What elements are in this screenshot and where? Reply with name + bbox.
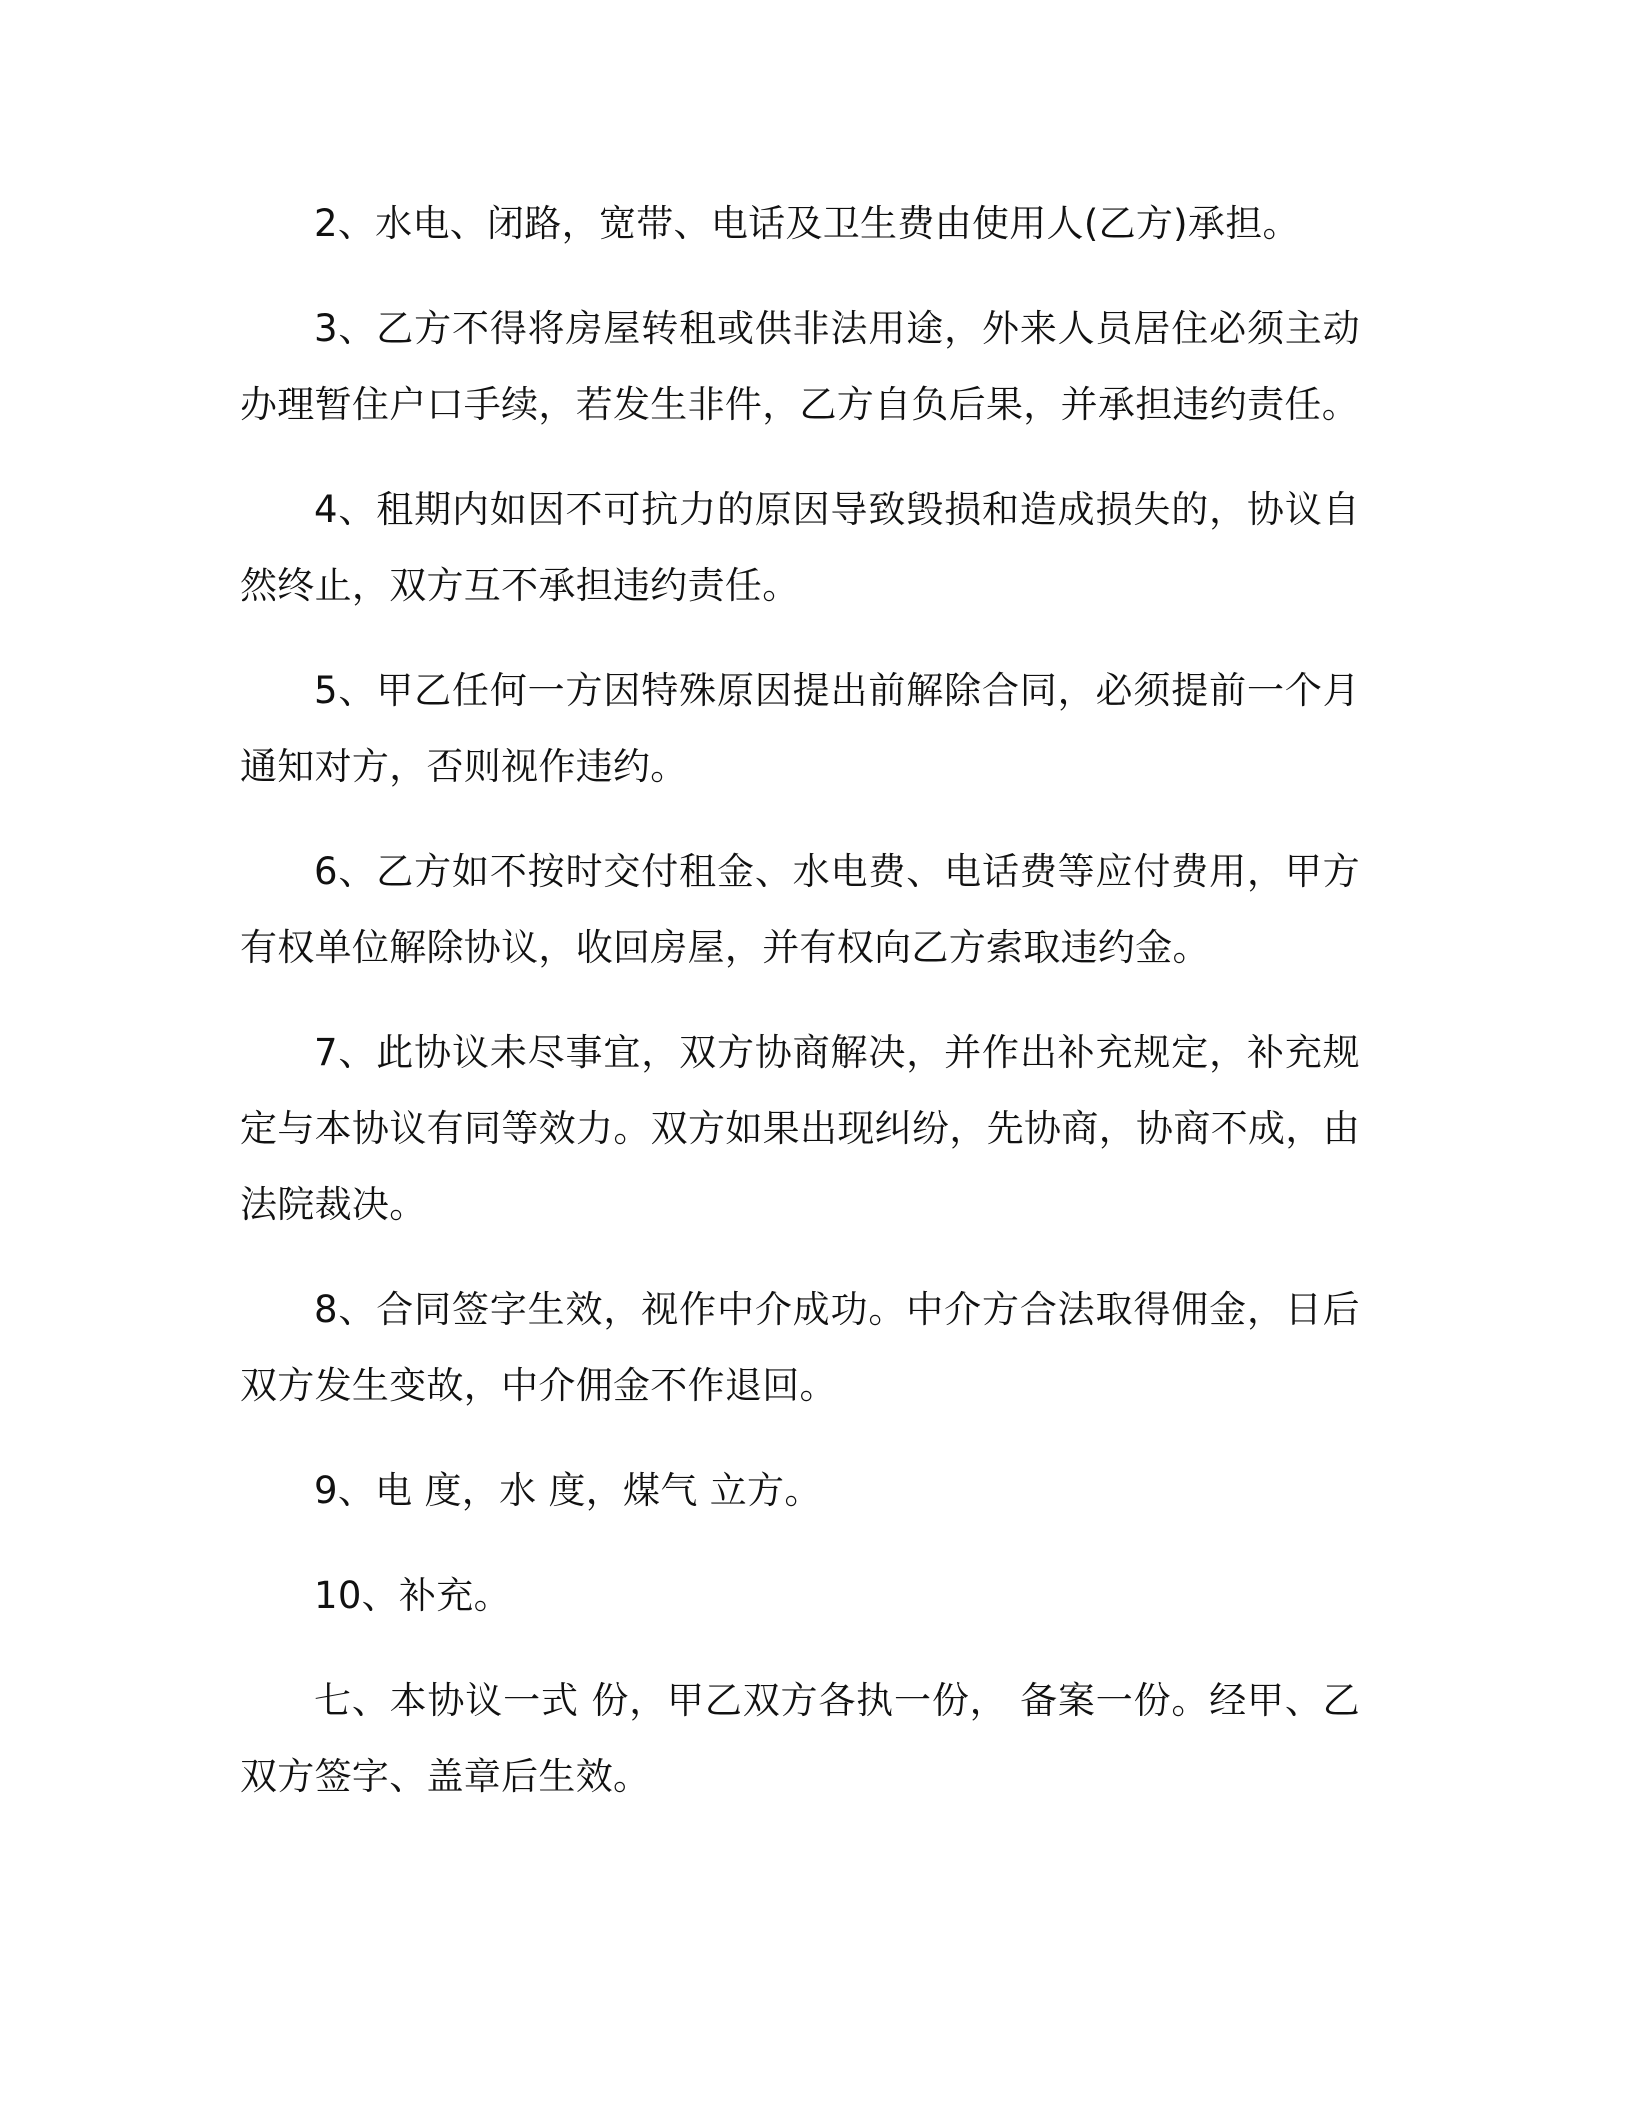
document-body [240,186,1360,1844]
clause-9-meter-readings: 9、电 度，水 度，煤气 立方。 [314,1469,822,1512]
clause-10-supplement: 10、补充。 [314,1574,511,1617]
clause-8-agency-commission: 8、合同签字生效，视作中介成功。中介方合法取得佣金，日后双方发生变故，中介佣金不作退回。 [240,1288,1360,1407]
clause-5-early-termination: 5、甲乙任何一方因特殊原因提出前解除合同，必须提前一个月通知对方，否则视作违约。 [240,669,1360,788]
section-7-copies-and-effect: 七、本协议一式 份，甲乙双方各执一份， 备案一份。经甲、乙双方签字、盖章后生效。 [240,1679,1360,1798]
clause-6-late-payment: 6、乙方如不按时交付租金、水电费、电话费等应付费用，甲方有权单位解除协议，收回房屋，并有权向乙方索取违约金。 [240,850,1360,969]
clause-2-utilities: 2、水电、闭路，宽带、电话及卫生费由使用人(乙方)承担。 [314,202,1300,245]
clause-7-disputes: 7、此协议未尽事宜，双方协商解决，并作出补充规定，补充规定与本协议有同等效力。双方如果出现纠纷，先协商，协商不成，由法院裁决。 [240,1031,1360,1226]
clause-4-force-majeure: 4、租期内如因不可抗力的原因导致毁损和造成损失的，协议自然终止，双方互不承担违约责任。 [240,488,1360,607]
clause-3-no-sublet: 3、乙方不得将房屋转租或供非法用途，外来人员居住必须主动办理暂住户口手续，若发生非件，乙方自负后果，并承担违约责任。 [240,307,1360,426]
